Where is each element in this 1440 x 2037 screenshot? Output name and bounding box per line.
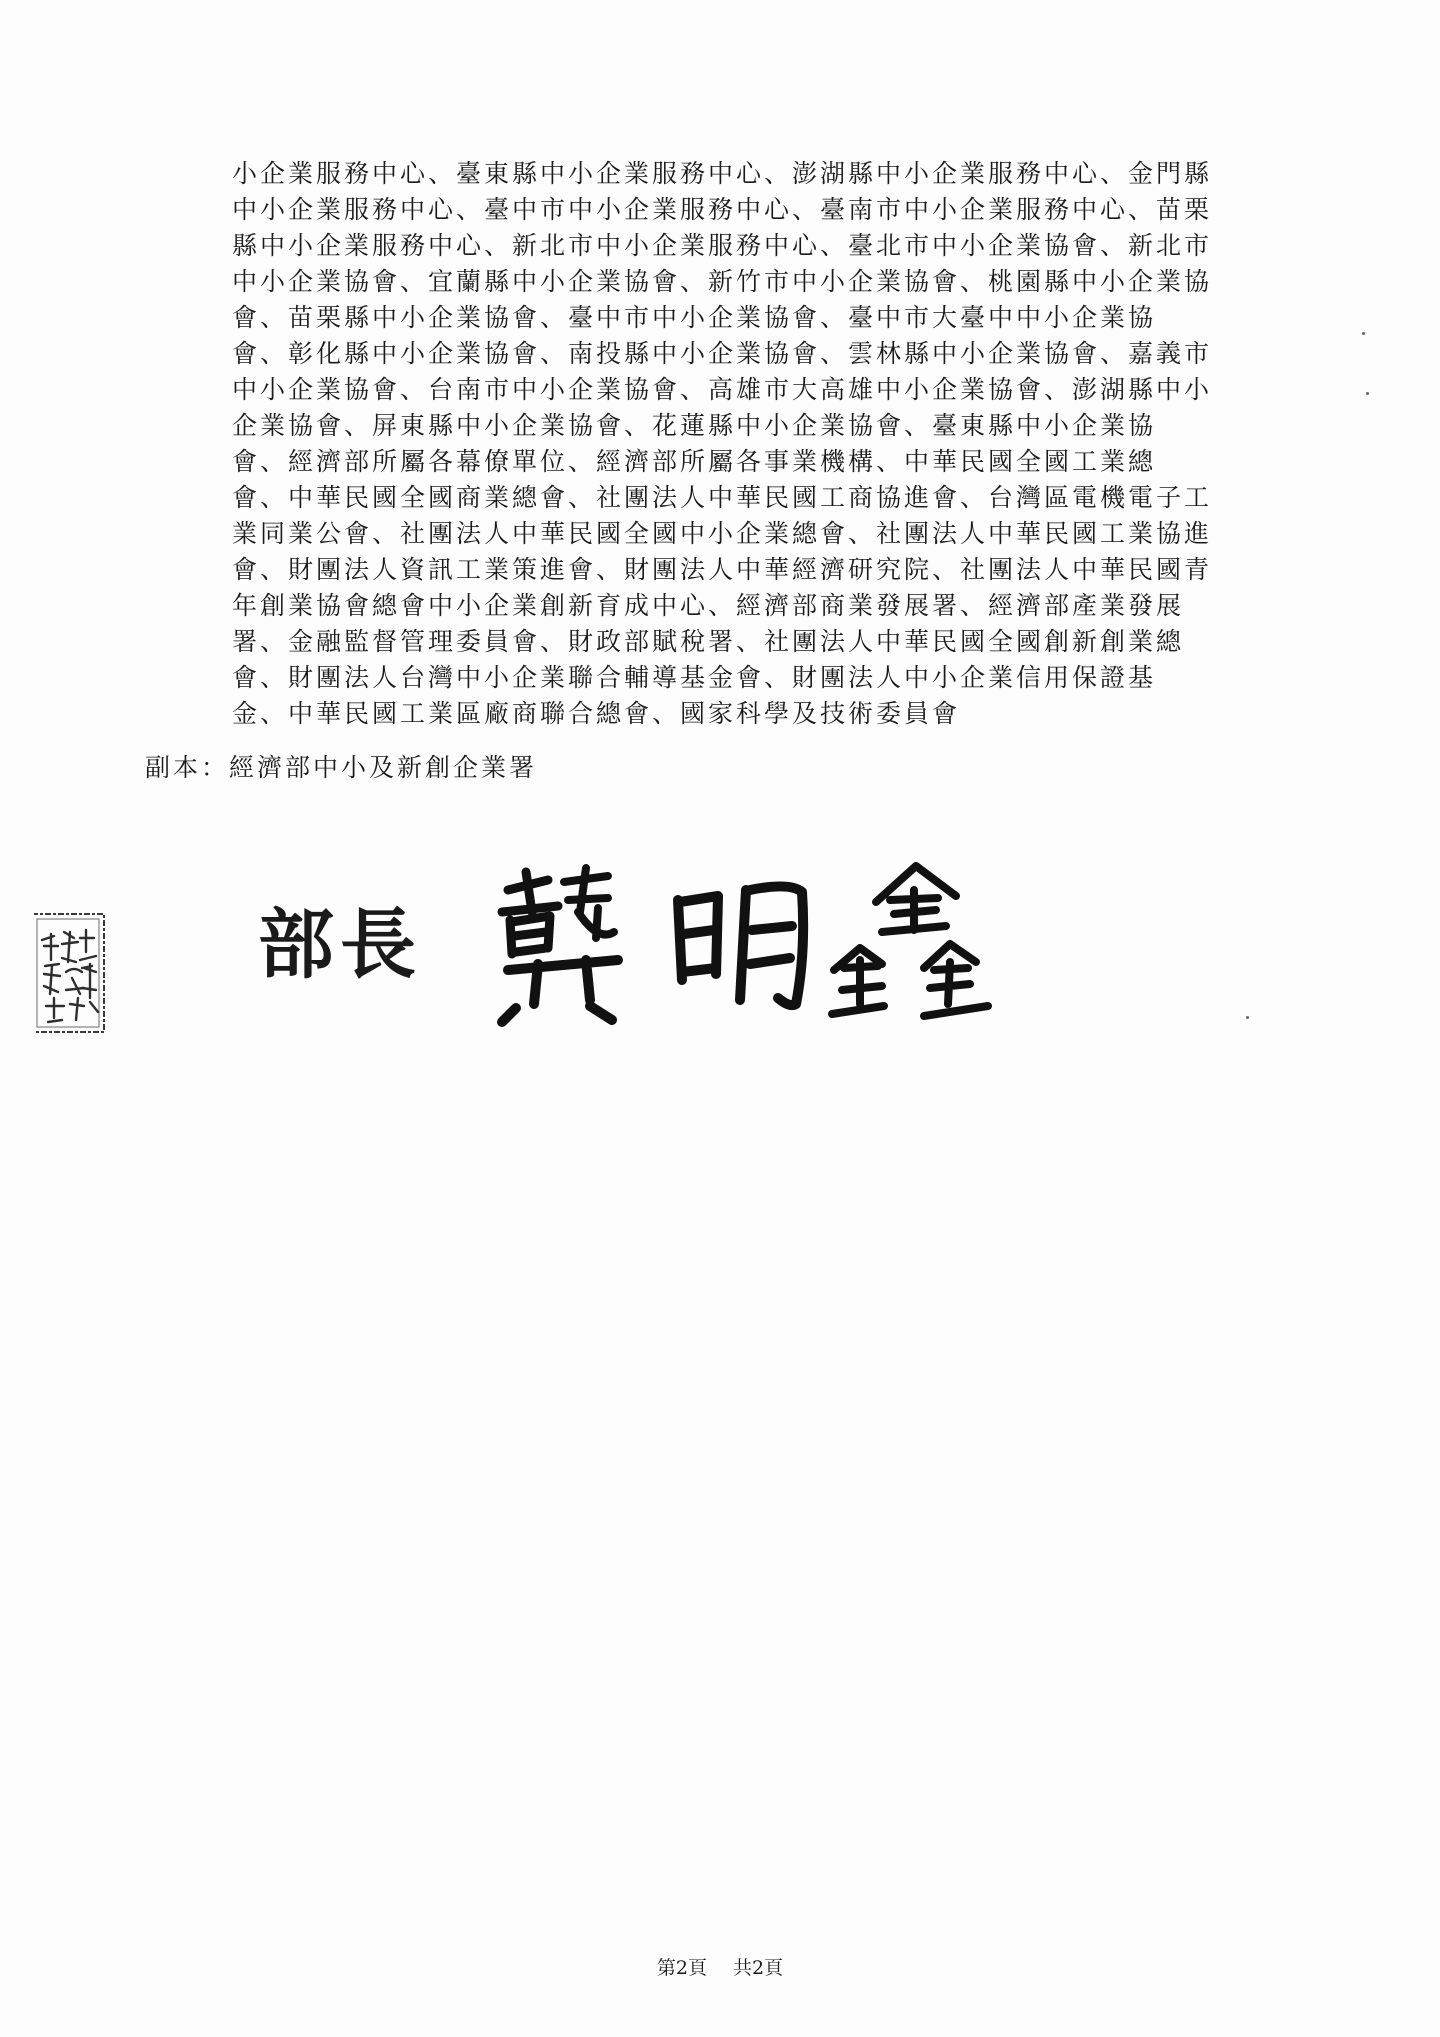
recipients-line: 會、財團法人資訊工業策進會、財團法人中華經濟研究院、社團法人中華民國青 bbox=[232, 555, 1213, 584]
recipients-line: 會、苗栗縣中小企業協會、臺中市中小企業協會、臺中市大臺中中小企業協 bbox=[232, 303, 1157, 332]
recipients-list bbox=[232, 156, 1272, 732]
recipients-line: 縣中小企業服務中心、新北市中小企業服務中心、臺北市中小企業協會、新北市 bbox=[232, 231, 1213, 260]
recipients-line: 會、中華民國全國商業總會、社團法人中華民國工商協進會、台灣區電機電子工 bbox=[232, 483, 1213, 512]
recipients-line: 會、彰化縣中小企業協會、南投縣中小企業協會、雲林縣中小企業協會、嘉義市 bbox=[232, 339, 1213, 368]
recipients-line: 年創業協會總會中小企業創新育成中心、經濟部商業發展署、經濟部產業發展 bbox=[232, 591, 1185, 620]
page-number: 第2頁 bbox=[656, 1957, 707, 1979]
page-total: 共2頁 bbox=[733, 1957, 784, 1979]
recipients-line: 會、經濟部所屬各幕僚單位、經濟部所屬各事業機構、中華民國全國工業總 bbox=[232, 447, 1157, 476]
recipients-line: 中小企業協會、宜蘭縣中小企業協會、新竹市中小企業協會、桃園縣中小企業協 bbox=[232, 267, 1213, 296]
recipients-line: 小企業服務中心、臺東縣中小企業服務中心、澎湖縣中小企業服務中心、金門縣 bbox=[232, 159, 1213, 188]
scan-speck bbox=[1366, 392, 1369, 395]
recipients-line: 中小企業服務中心、臺中市中小企業服務中心、臺南市中小企業服務中心、苗栗 bbox=[232, 195, 1213, 224]
official-seal-stamp bbox=[34, 910, 108, 1040]
recipients-line: 企業協會、屏東縣中小企業協會、花蓮縣中小企業協會、臺東縣中小企業協 bbox=[232, 411, 1157, 440]
signatory-title: 部長 bbox=[258, 900, 422, 989]
signature-block bbox=[258, 860, 1018, 1030]
recipients-line: 署、金融監督管理委員會、財政部賦稅署、社團法人中華民國全國創新創業總 bbox=[232, 627, 1185, 656]
recipients-line: 金、中華民國工業區廠商聯合總會、國家科學及技術委員會 bbox=[232, 699, 961, 728]
recipients-line: 會、財團法人台灣中小企業聯合輔導基金會、財團法人中小企業信用保證基 bbox=[232, 663, 1157, 692]
scan-speck bbox=[1246, 1016, 1249, 1019]
recipients-line: 業同業公會、社團法人中華民國全國中小企業總會、社團法人中華民國工業協進 bbox=[232, 519, 1213, 548]
recipients-line: 中小企業協會、台南市中小企業協會、高雄市大高雄中小企業協會、澎湖縣中小 bbox=[232, 375, 1213, 404]
handwritten-signature bbox=[468, 860, 1028, 1030]
page-footer bbox=[0, 1956, 1440, 1980]
scan-speck bbox=[1362, 332, 1365, 335]
cc-line: 副本：經濟部中小及新創企業署 bbox=[145, 753, 538, 782]
